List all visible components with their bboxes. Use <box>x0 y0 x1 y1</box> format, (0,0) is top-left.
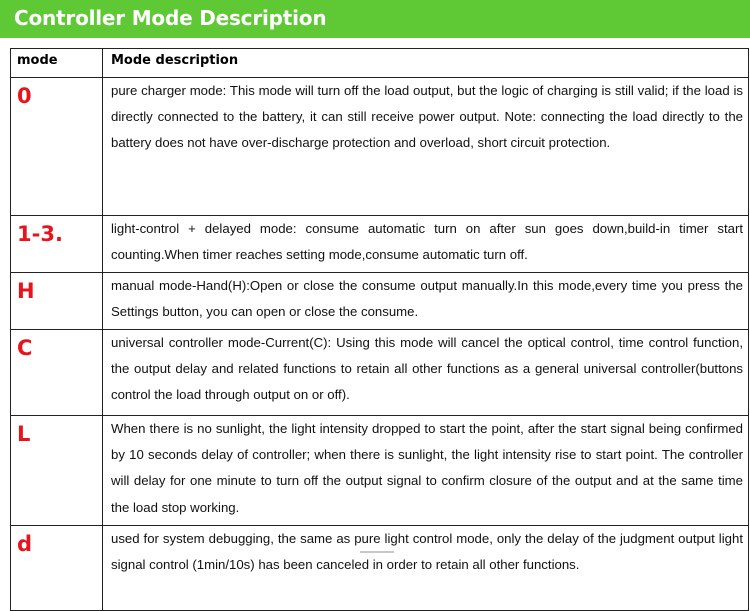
mode-code: d <box>11 526 103 611</box>
table-row <box>11 416 749 526</box>
mode-description: used for system debugging, the same as pure light control mode, only the delay of the judgment output light signal control (1min/10s) has been canceled in order to retain all other functions. <box>103 526 749 611</box>
table-row <box>11 526 749 611</box>
header-bar <box>0 0 750 38</box>
column-header-description: Mode description <box>103 49 749 78</box>
table-row <box>11 273 749 330</box>
mode-description: When there is no sunlight, the light intensity dropped to start the point, after the start signal being confirmed by 10 seconds delay of controller; when there is sunlight, the light intensity rise to start point. The controller will delay for one minute to turn off the output signal to confirm closure of the output and at the same time the load stop working. <box>103 416 749 526</box>
table-row <box>11 330 749 416</box>
mode-description: pure charger mode: This mode will turn off the load output, but the logic of charging is still valid; if the load is directly connected to the battery, it can still receive power output. Note: connecting the load directly to the battery does not have over-discharge protection and overload, short circuit protection. <box>103 78 749 216</box>
mode-description: universal controller mode-Current(C): Using this mode will cancel the optical control, time control function, the output delay and related functions to retain all other functions as a general universal controller(buttons control the load through output on or off). <box>103 330 749 416</box>
mode-code: H <box>11 273 103 330</box>
mode-code: L <box>11 416 103 526</box>
bottom-divider <box>360 551 394 553</box>
mode-code: C <box>11 330 103 416</box>
table-row <box>11 78 749 216</box>
column-header-mode: mode <box>11 49 103 78</box>
mode-description: manual mode-Hand(H):Open or close the consume output manually.In this mode,every time you press the Settings button, you can open or close the consume. <box>103 273 749 330</box>
table-row <box>11 216 749 273</box>
mode-description: light-control + delayed mode: consume automatic turn on after sun goes down,build-in timer start counting.When timer reaches setting mode,consume automatic turn off. <box>103 216 749 273</box>
mode-code: 0 <box>11 78 103 216</box>
table-header-row <box>11 49 749 78</box>
mode-code: 1-3. <box>11 216 103 273</box>
page-title: Controller Mode Description <box>14 6 327 30</box>
mode-table <box>10 48 749 611</box>
